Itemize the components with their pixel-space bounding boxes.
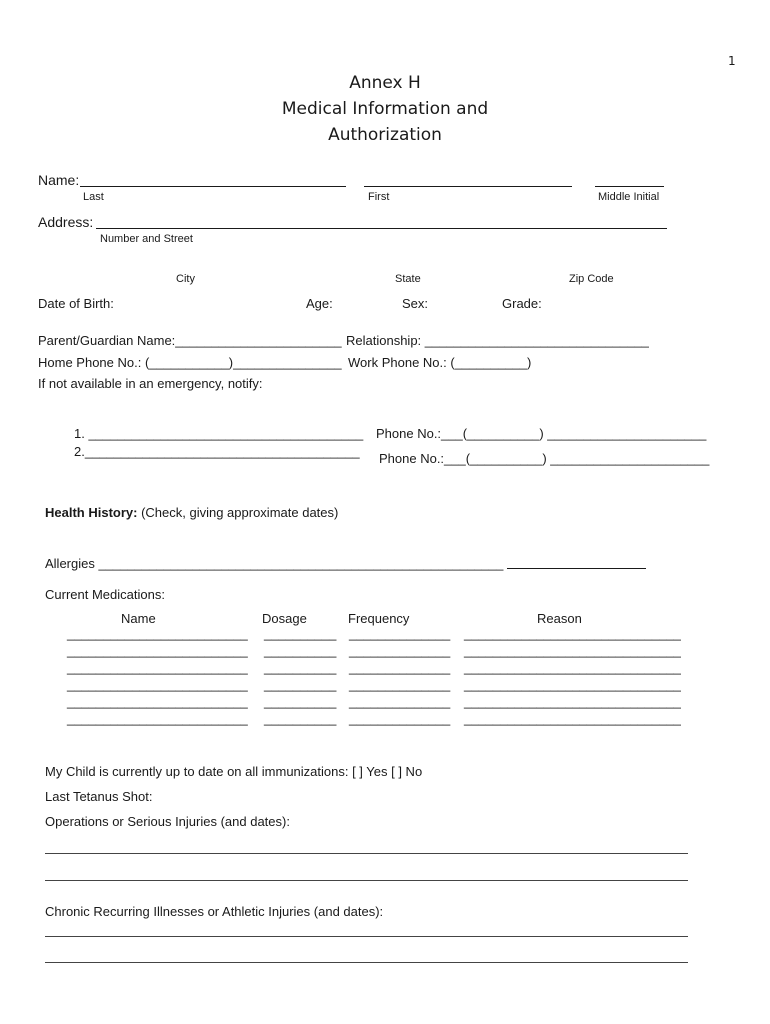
medication-dosage-field[interactable]: __________	[264, 677, 337, 692]
state-caption: State	[395, 273, 421, 285]
medication-reason-field[interactable]: ______________________________	[464, 694, 681, 709]
zip-caption: Zip Code	[569, 273, 614, 285]
last-name-field[interactable]	[80, 186, 346, 187]
medications-col-name: Name	[121, 611, 156, 626]
page-number: 1	[728, 54, 736, 68]
health-history-title: Health History:	[45, 505, 138, 520]
chronic-line-2[interactable]	[45, 962, 688, 963]
medication-frequency-field[interactable]: ______________	[349, 711, 451, 726]
medication-reason-field[interactable]: ______________________________	[464, 643, 681, 658]
guardian-name-field[interactable]: Parent/Guardian Name:_______________________	[38, 333, 342, 348]
medications-col-frequency: Frequency	[348, 611, 410, 626]
emergency-contact-1-field[interactable]: 1. ______________________________________	[74, 426, 364, 441]
medication-frequency-field[interactable]: ______________	[349, 694, 451, 709]
city-caption: City	[176, 273, 195, 285]
medications-col-dosage: Dosage	[262, 611, 307, 626]
medications-label: Current Medications:	[45, 587, 165, 602]
home-phone-field[interactable]: Home Phone No.: (___________)_______________	[38, 355, 342, 370]
grade-label: Grade:	[502, 296, 542, 311]
last-name-caption: Last	[83, 191, 104, 203]
relationship-field[interactable]: Relationship: _______________________________	[346, 333, 649, 348]
health-history-heading	[45, 505, 338, 520]
medication-reason-field[interactable]: ______________________________	[464, 660, 681, 675]
medication-dosage-field[interactable]: __________	[264, 711, 337, 726]
medication-reason-field[interactable]: ______________________________	[464, 711, 681, 726]
middle-initial-field[interactable]	[595, 186, 664, 187]
form-title-line2: Medical Information and	[281, 99, 489, 119]
medication-name-field[interactable]: _________________________	[67, 694, 248, 709]
chronic-line-1[interactable]	[45, 936, 688, 937]
health-history-note: (Check, giving approximate dates)	[137, 505, 339, 520]
form-title-line1: Annex H	[349, 73, 421, 93]
emergency-contact-2-field[interactable]: 2.______________________________________	[74, 444, 360, 459]
emergency-notify-label: If not available in an emergency, notify:	[38, 376, 263, 391]
medication-dosage-field[interactable]: __________	[264, 694, 337, 709]
medication-dosage-field[interactable]: __________	[264, 660, 337, 675]
chronic-illnesses-label: Chronic Recurring Illnesses or Athletic Injuries (and dates):	[45, 904, 384, 919]
name-label: Name:	[38, 172, 80, 188]
medication-dosage-field[interactable]: __________	[264, 643, 337, 658]
emergency-phone-1-field[interactable]: Phone No.:___(__________) ______________________	[376, 426, 707, 441]
form-title-line3: Authorization	[328, 125, 442, 145]
immunizations-question[interactable]: My Child is currently up to date on all immunizations: [ ] Yes [ ] No	[45, 764, 423, 779]
allergies-extra-field[interactable]	[507, 568, 646, 569]
medication-reason-field[interactable]: ______________________________	[464, 626, 681, 641]
medication-name-field[interactable]: _________________________	[67, 626, 248, 641]
work-phone-field[interactable]: Work Phone No.: (__________)	[348, 355, 532, 370]
medications-col-reason: Reason	[537, 611, 582, 626]
tetanus-shot-label: Last Tetanus Shot:	[45, 789, 153, 804]
street-address-field[interactable]	[96, 228, 667, 229]
first-name-caption: First	[368, 191, 390, 203]
medication-dosage-field[interactable]: __________	[264, 626, 337, 641]
allergies-field[interactable]: Allergies ________________________________________________________	[45, 556, 504, 571]
street-caption: Number and Street	[100, 233, 193, 245]
sex-label: Sex:	[402, 296, 429, 311]
medication-frequency-field[interactable]: ______________	[349, 626, 451, 641]
operations-line-2[interactable]	[45, 880, 688, 881]
medication-name-field[interactable]: _________________________	[67, 711, 248, 726]
first-name-field[interactable]	[364, 186, 572, 187]
address-label: Address:	[38, 214, 94, 230]
medication-name-field[interactable]: _________________________	[67, 643, 248, 658]
dob-label: Date of Birth:	[38, 296, 114, 311]
operations-line-1[interactable]	[45, 853, 688, 854]
emergency-phone-2-field[interactable]: Phone No.:___(__________) ______________________	[379, 451, 710, 466]
medication-reason-field[interactable]: ______________________________	[464, 677, 681, 692]
middle-initial-caption: Middle Initial	[598, 191, 660, 203]
medication-name-field[interactable]: _________________________	[67, 660, 248, 675]
medication-frequency-field[interactable]: ______________	[349, 643, 451, 658]
age-label: Age:	[306, 296, 333, 311]
medication-name-field[interactable]: _________________________	[67, 677, 248, 692]
medication-frequency-field[interactable]: ______________	[349, 677, 451, 692]
operations-label: Operations or Serious Injuries (and dates):	[45, 814, 290, 829]
medication-frequency-field[interactable]: ______________	[349, 660, 451, 675]
